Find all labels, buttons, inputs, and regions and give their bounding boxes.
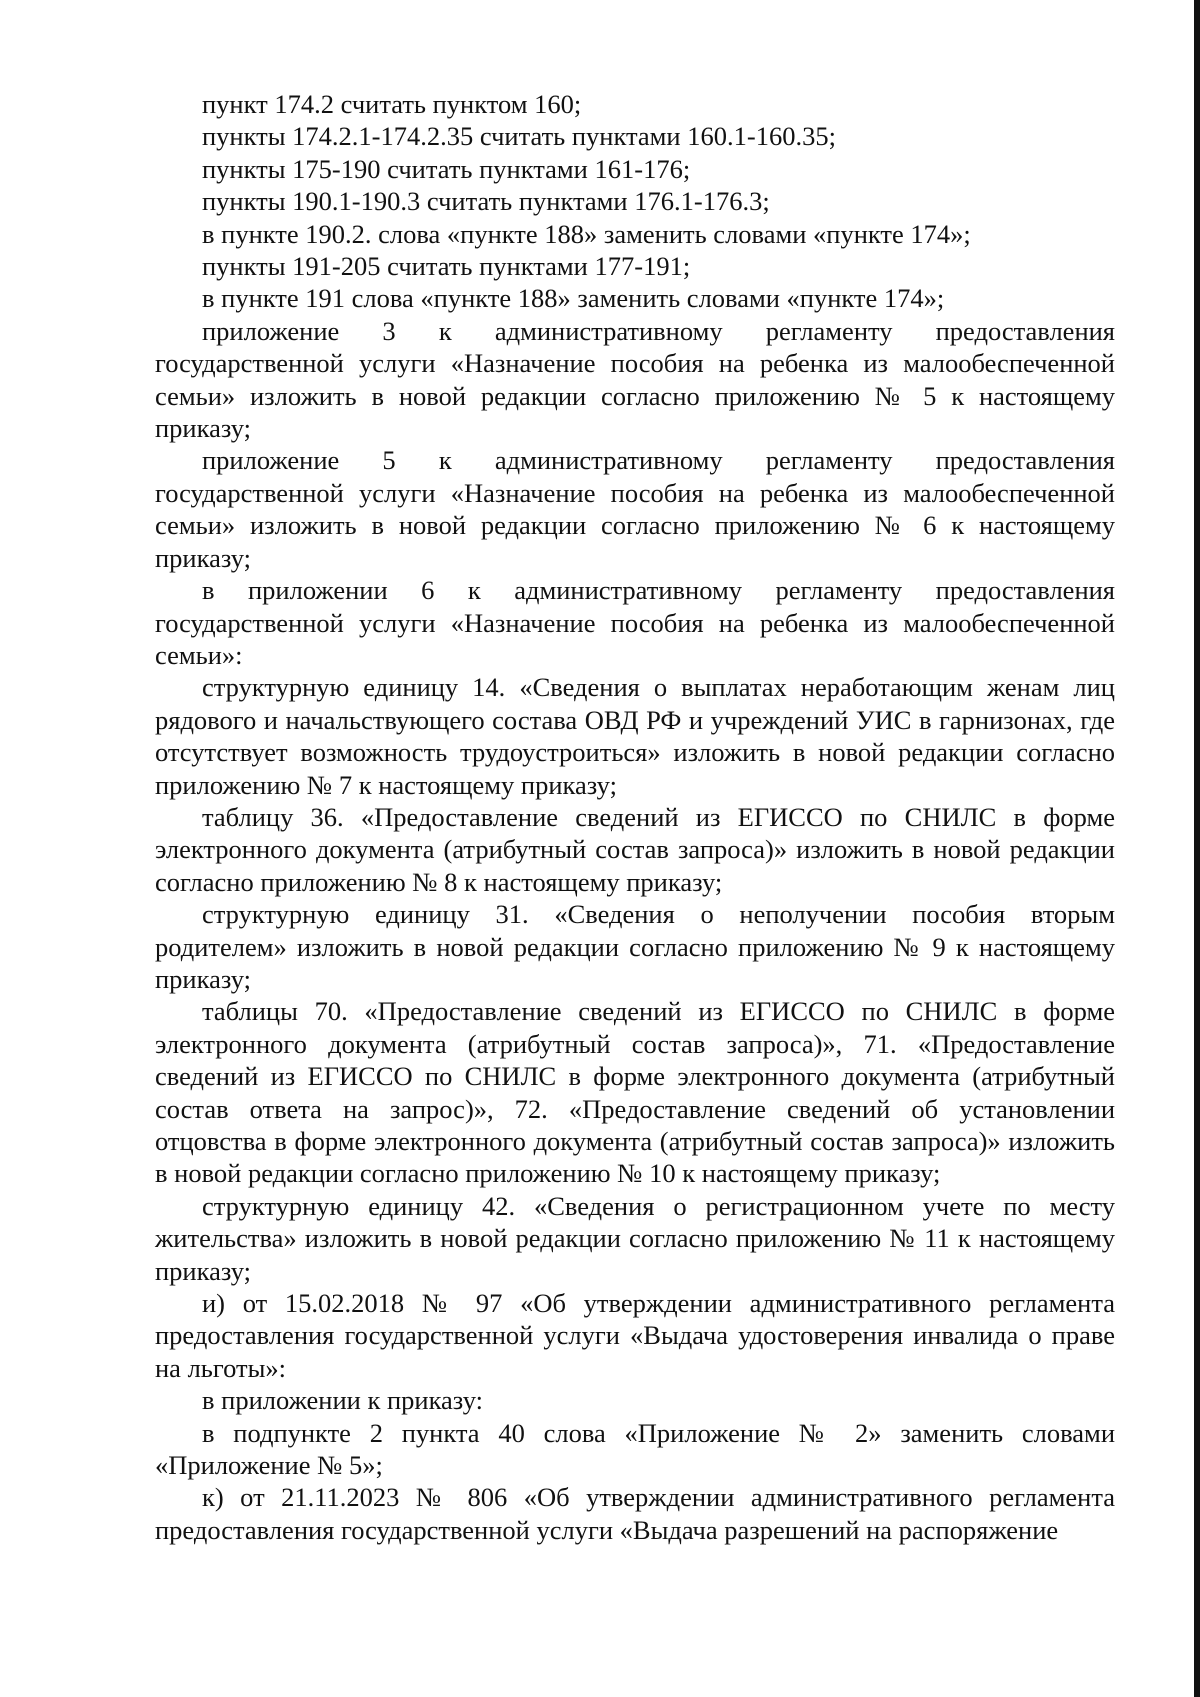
scan-edge [1194,0,1200,1697]
paragraph: приложение 5 к административному регламенту предоставления государственной услуги «Назначение пособия на ребенка из малообеспеченной семьи» изложить в новой редакции согласно приложению № 6 к настоящему приказу; [155,445,1115,573]
paragraph: пункты 174.2.1-174.2.35 считать пунктами 160.1-160.35; [202,121,836,152]
paragraph: к) от 21.11.2023 № 806 «Об утверждении административного регламента предоставления государственной услуги «Выдача разрешений на распоряжение [155,1482,1115,1545]
paragraph: в пункте 190.2. слова «пункте 188» заменить словами «пункте 174»; [202,218,971,249]
document-body [155,88,1115,1546]
paragraph: в приложении 6 к административному регламенту предоставления государственной услуги «Назначение пособия на ребенка из малообеспеченной семьи»: [155,575,1115,670]
paragraph: пункты 191-205 считать пунктами 177-191; [202,251,691,282]
paragraph: в приложении к приказу: [202,1385,483,1416]
paragraph: и) от 15.02.2018 № 97 «Об утверждении административного регламента предоставления государственной услуги «Выдача удостоверения инвалида о праве на льготы»: [155,1288,1115,1383]
paragraph: структурную единицу 14. «Сведения о выплатах неработающим женам лиц рядового и начальствующего состава ОВД РФ и учреждений УИС в гарнизонах, где отсутствует возможность трудоустроиться» изложить в новой редакции согласно приложению № 7 к настоящему приказу; [155,672,1115,800]
paragraph: таблицы 70. «Предоставление сведений из ЕГИССО по СНИЛС в форме электронного документа (атрибутный состав запроса)», 71. «Предоставление сведений из ЕГИССО по СНИЛС в форме электронного документа (атрибутный состав ответа на запрос)», 72. «Предоставление сведений об установлении отцовства в форме электронного документа (атрибутный состав запроса)» изложить в новой редакции согласно приложению № 10 к настоящему приказу; [155,996,1115,1189]
paragraph: пункт 174.2 считать пунктом 160; [202,89,582,119]
paragraph: в подпункте 2 пункта 40 слова «Приложение № 2» заменить словами «Приложение № 5»; [155,1417,1115,1481]
paragraph: структурную единицу 31. «Сведения о неполучении пособия вторым родителем» изложить в новой редакции согласно приложению № 9 к настоящему приказу; [155,899,1115,994]
paragraph: таблицу 36. «Предоставление сведений из ЕГИССО по СНИЛС в форме электронного документа (атрибутный состав запроса)» изложить в новой редакции согласно приложению № 8 к настоящему приказу; [155,801,1115,897]
paragraph: структурную единицу 42. «Сведения о регистрационном учете по месту жительства» изложить в новой редакции согласно приложению № 11 к настоящему приказу; [155,1190,1115,1286]
paragraph: пункты 190.1-190.3 считать пунктами 176.1-176.3; [202,186,770,217]
paragraph: в пункте 191 слова «пункте 188» заменить словами «пункте 174»; [202,283,945,314]
paragraph: пункты 175-190 считать пунктами 161-176; [202,153,691,184]
paragraph: приложение 3 к административному регламенту предоставления государственной услуги «Назначение пособия на ребенка из малообеспеченной семьи» изложить в новой редакции согласно приложению № 5 к настоящему приказу; [155,315,1115,444]
